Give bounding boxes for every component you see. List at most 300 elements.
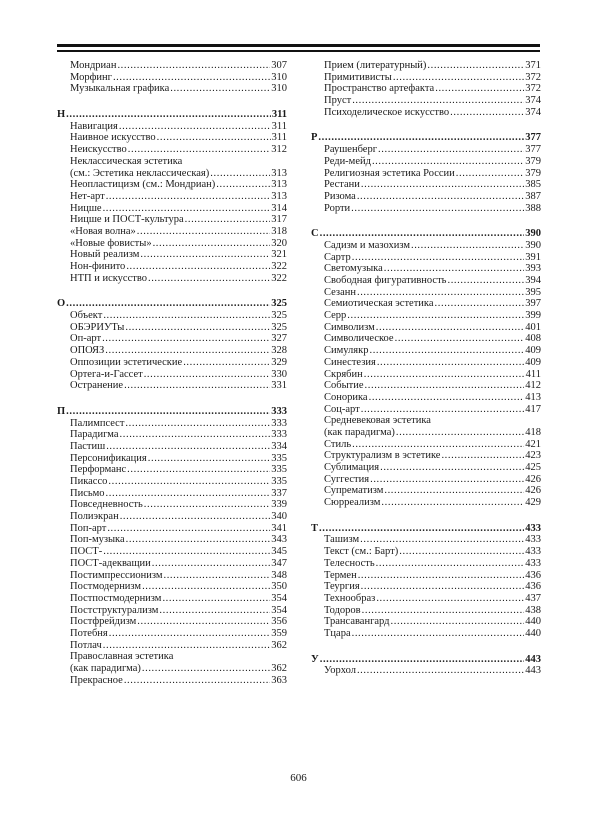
index-entry[interactable] bbox=[311, 107, 541, 119]
index-page-number: 350 bbox=[271, 581, 287, 593]
index-page-number: 385 bbox=[525, 179, 541, 191]
dot-leader bbox=[361, 179, 524, 191]
index-entry[interactable] bbox=[57, 168, 287, 180]
dot-leader bbox=[435, 298, 525, 310]
index-entry-label: Постфрейдизм bbox=[70, 616, 137, 628]
index-entry-label: Полиэкран bbox=[70, 511, 119, 523]
index-entry[interactable] bbox=[311, 628, 541, 640]
index-entry[interactable] bbox=[311, 534, 541, 546]
index-entry[interactable] bbox=[57, 616, 287, 628]
dot-leader bbox=[103, 203, 271, 215]
index-page-number: 362 bbox=[271, 639, 287, 651]
index-entry-label: Тцара bbox=[324, 627, 351, 639]
index-entry-label: Семиотическая эстетика bbox=[324, 298, 434, 310]
dot-leader bbox=[137, 226, 270, 238]
index-entry[interactable] bbox=[57, 441, 287, 453]
index-entry-label: Тодоров bbox=[324, 604, 361, 616]
index-entry-label: Соц-арт bbox=[324, 403, 360, 415]
index-page-number: 341 bbox=[271, 522, 287, 534]
index-entry[interactable] bbox=[311, 72, 541, 84]
index-page-number: 313 bbox=[271, 167, 287, 179]
section-letter: Т bbox=[311, 522, 319, 534]
index-page-number: 343 bbox=[271, 534, 287, 546]
index-page-number: 377 bbox=[525, 144, 541, 156]
dot-leader bbox=[380, 462, 524, 474]
index-entry-label: Символизм bbox=[324, 321, 375, 333]
index-entry-label: Событие bbox=[324, 380, 364, 392]
index-entry-label: ОБЭРИУТы bbox=[70, 321, 125, 333]
index-page-number: 325 bbox=[271, 310, 287, 322]
index-entry[interactable] bbox=[311, 168, 541, 180]
dot-leader bbox=[393, 72, 524, 84]
index-entry[interactable] bbox=[57, 628, 287, 640]
section-heading[interactable] bbox=[311, 228, 541, 240]
dot-leader bbox=[381, 497, 524, 509]
index-entry[interactable] bbox=[311, 415, 541, 427]
index-page-number: 313 bbox=[271, 190, 287, 202]
dot-leader bbox=[378, 144, 524, 156]
index-page-number: 429 bbox=[525, 497, 541, 509]
index-entry-label: Сублимация bbox=[324, 462, 380, 473]
dot-leader bbox=[125, 418, 270, 430]
index-page-number: 418 bbox=[525, 426, 541, 438]
dot-leader bbox=[365, 380, 525, 392]
index-entry[interactable] bbox=[311, 605, 541, 617]
section-letter: У bbox=[311, 653, 319, 665]
index-entry-label: (как парадигма) bbox=[324, 426, 395, 438]
index-entry-label: Светомузыка bbox=[324, 263, 383, 275]
index-entry-label: Телесность bbox=[324, 557, 375, 569]
index-entry-label: Оп-арт bbox=[70, 333, 102, 345]
index-entry[interactable] bbox=[57, 357, 287, 369]
dot-leader bbox=[163, 570, 270, 582]
index-entry[interactable] bbox=[57, 546, 287, 558]
index-page-number: 393 bbox=[525, 263, 541, 275]
index-page-number: 433 bbox=[525, 557, 541, 569]
section-heading[interactable] bbox=[311, 523, 541, 535]
dot-leader bbox=[376, 593, 524, 605]
dot-leader bbox=[108, 476, 270, 488]
section-heading[interactable] bbox=[57, 406, 287, 418]
index-entry[interactable] bbox=[311, 485, 541, 497]
index-page-number: 437 bbox=[525, 592, 541, 604]
index-entry[interactable] bbox=[311, 497, 541, 509]
dot-leader bbox=[352, 439, 524, 451]
index-entry[interactable] bbox=[311, 593, 541, 605]
index-entry-label: Палимпсест bbox=[70, 417, 125, 429]
index-entry-label: Суггестия bbox=[324, 473, 370, 485]
index-entry[interactable] bbox=[57, 558, 287, 570]
dot-leader bbox=[153, 238, 271, 250]
index-entry[interactable] bbox=[57, 333, 287, 345]
index-entry[interactable] bbox=[57, 60, 287, 72]
section-gap bbox=[57, 392, 287, 406]
index-entry[interactable] bbox=[311, 665, 541, 677]
index-entry-label: Поп-арт bbox=[70, 522, 107, 534]
index-entry[interactable] bbox=[57, 605, 287, 617]
dot-leader bbox=[396, 427, 524, 439]
index-entry-label: Сартр bbox=[324, 251, 351, 263]
index-page-number: 438 bbox=[525, 604, 541, 616]
index-page-number: 377 bbox=[525, 132, 541, 144]
index-entry[interactable] bbox=[57, 488, 287, 500]
index-entry-label: ПОСТ- bbox=[70, 546, 103, 558]
index-entry[interactable] bbox=[57, 593, 287, 605]
dot-leader bbox=[377, 357, 524, 369]
index-entry[interactable] bbox=[57, 464, 287, 476]
dot-leader bbox=[159, 605, 270, 617]
index-entry[interactable] bbox=[57, 322, 287, 334]
index-entry[interactable] bbox=[311, 380, 541, 392]
dot-leader bbox=[117, 60, 270, 72]
dot-leader bbox=[362, 605, 525, 617]
index-page-number: 333 bbox=[271, 405, 287, 417]
index-entry-label: Объект bbox=[70, 310, 103, 322]
index-entry[interactable] bbox=[311, 156, 541, 168]
index-entry[interactable] bbox=[57, 132, 287, 144]
index-page-number: 387 bbox=[525, 190, 541, 202]
index-entry-label: Структурализм в эстетике bbox=[324, 450, 441, 462]
index-entry-label: Повседневность bbox=[70, 499, 143, 511]
dot-leader bbox=[352, 628, 525, 640]
dot-leader bbox=[358, 570, 525, 582]
index-page-number: 401 bbox=[525, 321, 541, 333]
section-gap bbox=[57, 284, 287, 298]
dot-leader bbox=[427, 60, 524, 72]
index-entry[interactable] bbox=[57, 72, 287, 84]
index-entry[interactable] bbox=[57, 675, 287, 687]
index-entry-label: Поп-музыка bbox=[70, 534, 125, 546]
index-page-number: 394 bbox=[525, 275, 541, 286]
index-entry[interactable] bbox=[57, 369, 287, 381]
dot-leader bbox=[66, 406, 270, 418]
index-page-number: 390 bbox=[525, 228, 541, 240]
index-page-number: 356 bbox=[271, 616, 287, 628]
index-page-number: 397 bbox=[525, 298, 541, 310]
dot-leader bbox=[450, 107, 524, 119]
index-entry[interactable] bbox=[311, 83, 541, 95]
index-entry-label: Трансавангард bbox=[324, 616, 390, 628]
index-entry[interactable] bbox=[311, 570, 541, 582]
index-page-number: 425 bbox=[525, 462, 541, 473]
dot-leader bbox=[372, 156, 524, 168]
dot-leader bbox=[105, 345, 270, 357]
index-entry[interactable] bbox=[57, 261, 287, 273]
index-entry[interactable] bbox=[57, 203, 287, 215]
index-entry[interactable] bbox=[311, 558, 541, 570]
index-entry-label: НТП и искусство bbox=[70, 272, 147, 284]
index-entry[interactable] bbox=[57, 345, 287, 357]
dot-leader bbox=[360, 534, 524, 546]
index-page-number: 409 bbox=[525, 356, 541, 368]
index-entry[interactable] bbox=[57, 418, 287, 430]
section-letter: О bbox=[57, 298, 66, 310]
index-page-number: 372 bbox=[525, 71, 541, 83]
dot-leader bbox=[411, 240, 524, 252]
index-page-number: 330 bbox=[271, 368, 287, 380]
index-entry-label: Симулякр bbox=[324, 345, 369, 357]
index-entry-label: Синестезия bbox=[324, 356, 376, 368]
index-entry[interactable] bbox=[57, 570, 287, 582]
index-page-number: 325 bbox=[271, 321, 287, 333]
index-entry-label: Неклассическая эстетика bbox=[70, 155, 183, 167]
index-page-number: 311 bbox=[271, 120, 287, 132]
index-entry[interactable] bbox=[311, 298, 541, 310]
index-entry-label: Постпостмодернизм bbox=[70, 592, 162, 604]
index-entry[interactable] bbox=[311, 450, 541, 462]
index-entry[interactable] bbox=[57, 121, 287, 133]
index-entry[interactable] bbox=[57, 191, 287, 203]
index-entry-label: Нет-арт bbox=[70, 190, 105, 202]
index-entry[interactable] bbox=[311, 203, 541, 215]
dot-leader bbox=[384, 263, 524, 275]
index-entry[interactable] bbox=[311, 240, 541, 252]
dot-leader bbox=[109, 628, 271, 640]
dot-leader bbox=[106, 488, 271, 500]
index-entry[interactable] bbox=[311, 427, 541, 439]
index-entry[interactable] bbox=[311, 357, 541, 369]
index-page-number: 423 bbox=[525, 450, 541, 462]
index-page-number: 335 bbox=[271, 476, 287, 487]
dot-leader bbox=[185, 214, 271, 226]
index-entry-label: Супрематизм bbox=[324, 485, 384, 497]
index-entry[interactable] bbox=[57, 226, 287, 238]
index-entry-label: Текст (см.: Барт) bbox=[324, 546, 399, 558]
dot-leader bbox=[319, 523, 524, 535]
index-entry[interactable] bbox=[57, 523, 287, 535]
index-entry[interactable] bbox=[311, 322, 541, 334]
dot-leader bbox=[124, 380, 270, 392]
index-entry-label: Скрябин bbox=[324, 368, 363, 380]
dot-leader bbox=[456, 168, 524, 180]
dot-leader bbox=[103, 546, 270, 558]
dot-leader bbox=[103, 640, 270, 652]
index-entry[interactable] bbox=[311, 95, 541, 107]
index-entry-label: Средневековая эстетика bbox=[324, 415, 431, 427]
index-entry-label: Прекрасное bbox=[70, 674, 123, 686]
index-entry-label: Постмодернизм bbox=[70, 581, 142, 593]
dot-leader bbox=[125, 322, 270, 334]
index-page-number: 354 bbox=[271, 604, 287, 616]
index-entry-label: Наивное искусство bbox=[70, 132, 156, 144]
index-page-number: 421 bbox=[525, 438, 541, 450]
index-entry[interactable] bbox=[311, 252, 541, 264]
index-entry[interactable] bbox=[57, 214, 287, 226]
index-entry[interactable] bbox=[311, 404, 541, 416]
section-heading[interactable] bbox=[311, 654, 541, 666]
index-entry[interactable] bbox=[311, 439, 541, 451]
dot-leader bbox=[103, 310, 270, 322]
section-heading[interactable] bbox=[57, 298, 287, 310]
index-page-number: 391 bbox=[525, 251, 541, 263]
index-entry[interactable] bbox=[57, 310, 287, 322]
dot-leader bbox=[352, 95, 524, 107]
index-entry[interactable] bbox=[311, 179, 541, 191]
index-page-number: 436 bbox=[525, 581, 541, 593]
dot-leader bbox=[66, 109, 271, 121]
index-entry[interactable] bbox=[57, 499, 287, 511]
index-page-number: 440 bbox=[525, 616, 541, 628]
index-entry[interactable] bbox=[57, 534, 287, 546]
index-entry[interactable] bbox=[311, 144, 541, 156]
index-entry-label: Пространство артефакта bbox=[324, 83, 435, 95]
index-entry-label: Теургия bbox=[324, 581, 360, 593]
index-entry-label: Сезанн bbox=[324, 286, 356, 298]
index-page-number: 335 bbox=[271, 464, 287, 476]
dot-leader bbox=[113, 72, 270, 84]
index-entry-label: Религиозная эстетика России bbox=[324, 167, 455, 179]
index-page-number: 333 bbox=[271, 429, 287, 441]
dot-leader bbox=[106, 191, 271, 203]
index-page-number: 354 bbox=[271, 592, 287, 604]
index-page-number: 436 bbox=[525, 569, 541, 581]
index-entry-label: Оппозиции эстетические bbox=[70, 356, 183, 368]
index-page-number: 337 bbox=[271, 487, 287, 499]
index-entry-label: Персонификация bbox=[70, 452, 147, 464]
dot-leader bbox=[106, 441, 270, 453]
index-page-number: 333 bbox=[271, 417, 287, 429]
index-entry-label: Ортега-и-Гассет bbox=[70, 368, 143, 380]
index-entry[interactable] bbox=[311, 392, 541, 404]
index-entry[interactable] bbox=[311, 474, 541, 486]
dot-leader bbox=[369, 392, 525, 404]
index-entry[interactable] bbox=[311, 310, 541, 322]
index-entry[interactable] bbox=[311, 462, 541, 474]
index-entry-label: Сюрреализм bbox=[324, 497, 381, 509]
index-entry-label: Пруст bbox=[324, 95, 352, 107]
dot-leader bbox=[384, 485, 524, 497]
index-page-number: 390 bbox=[525, 239, 541, 251]
index-entry-label: Раушенберг bbox=[324, 144, 378, 156]
index-entry-label: Перформанс bbox=[70, 464, 127, 476]
index-entry[interactable] bbox=[57, 663, 287, 675]
dot-leader bbox=[119, 121, 271, 133]
dot-leader bbox=[128, 144, 270, 156]
section-gap bbox=[311, 118, 541, 132]
index-entry[interactable] bbox=[57, 83, 287, 95]
index-entry[interactable] bbox=[57, 429, 287, 441]
index-page-number: 313 bbox=[271, 179, 287, 191]
index-entry[interactable] bbox=[57, 144, 287, 156]
section-gap bbox=[311, 640, 541, 654]
index-entry-label: (см.: Эстетика неклассическая) bbox=[70, 167, 210, 179]
index-page-number: 335 bbox=[271, 452, 287, 464]
index-page-number: 363 bbox=[271, 674, 287, 686]
index-entry[interactable] bbox=[57, 380, 287, 392]
index-entry-label: Прием (литературный) bbox=[324, 60, 427, 71]
index-entry-label: Стиль bbox=[324, 438, 352, 450]
index-page-number: 372 bbox=[525, 83, 541, 95]
index-entry-label: Ницше bbox=[70, 202, 102, 214]
index-page-number: 317 bbox=[271, 214, 287, 226]
index-entry[interactable] bbox=[57, 249, 287, 261]
section-letter: Н bbox=[57, 109, 66, 121]
section-heading[interactable] bbox=[311, 132, 541, 144]
index-page-number: 340 bbox=[271, 511, 287, 523]
index-entry-label: Остранение bbox=[70, 380, 124, 392]
section-letter: П bbox=[57, 405, 66, 417]
index-entry[interactable] bbox=[311, 263, 541, 275]
dot-leader bbox=[126, 261, 270, 273]
index-column-left bbox=[57, 60, 287, 686]
index-entry-label: Серр bbox=[324, 310, 347, 322]
index-entry[interactable] bbox=[57, 238, 287, 250]
index-page-number: 307 bbox=[271, 60, 287, 71]
index-entry-label: Пикассо bbox=[70, 476, 108, 487]
index-entry-label: ОПОЯЗ bbox=[70, 345, 105, 357]
index-entry-label: Ницше и ПОСТ-культура bbox=[70, 214, 184, 226]
dot-leader bbox=[399, 546, 524, 558]
index-entry[interactable] bbox=[311, 345, 541, 357]
index-entry[interactable] bbox=[311, 546, 541, 558]
index-entry[interactable] bbox=[57, 640, 287, 652]
index-entry-label: ПОСТ-адекващии bbox=[70, 557, 151, 569]
top-rule-thin bbox=[57, 50, 540, 52]
index-entry-label: Музыкальная графика bbox=[70, 83, 170, 95]
index-entry-label: Примитивисты bbox=[324, 71, 392, 83]
index-entry[interactable] bbox=[311, 369, 541, 381]
index-entry-label: Новый реализм bbox=[70, 249, 140, 261]
index-entry[interactable] bbox=[311, 60, 541, 72]
index-entry-label: Уорхол bbox=[324, 665, 356, 677]
dot-leader bbox=[183, 357, 270, 369]
index-entry[interactable] bbox=[57, 651, 287, 663]
index-entry-label: Потлач bbox=[70, 639, 102, 651]
index-entry[interactable] bbox=[311, 287, 541, 299]
dot-leader bbox=[364, 369, 525, 381]
index-entry[interactable] bbox=[57, 511, 287, 523]
dot-leader bbox=[370, 474, 524, 486]
index-entry[interactable] bbox=[57, 156, 287, 168]
index-page-number: 320 bbox=[271, 237, 287, 249]
index-entry[interactable] bbox=[57, 273, 287, 285]
index-page-number: 318 bbox=[271, 225, 287, 237]
dot-leader bbox=[107, 523, 270, 535]
dot-leader bbox=[376, 558, 525, 570]
index-entry[interactable] bbox=[311, 275, 541, 287]
index-entry-label: Пастиш bbox=[70, 440, 106, 452]
index-entry[interactable] bbox=[57, 179, 287, 191]
section-heading[interactable] bbox=[57, 109, 287, 121]
index-entry[interactable] bbox=[57, 581, 287, 593]
dot-leader bbox=[376, 322, 524, 334]
index-entry[interactable] bbox=[311, 191, 541, 203]
index-page-number: 443 bbox=[525, 653, 541, 665]
index-entry-label: Технообраз bbox=[324, 592, 376, 604]
index-entry[interactable] bbox=[311, 616, 541, 628]
index-entry-label: Нон-финито bbox=[70, 261, 126, 272]
dot-leader bbox=[144, 499, 270, 511]
index-entry-label: Термен bbox=[324, 569, 357, 581]
dot-leader bbox=[170, 83, 270, 95]
dot-leader bbox=[318, 132, 524, 144]
index-entry-label: Морфинг bbox=[70, 71, 112, 83]
index-page-number: 339 bbox=[271, 499, 287, 511]
dot-leader bbox=[140, 249, 270, 261]
index-entry[interactable] bbox=[57, 453, 287, 465]
index-page-number: 312 bbox=[271, 144, 287, 156]
dot-leader bbox=[126, 534, 271, 546]
index-page-number: 334 bbox=[271, 440, 287, 452]
dot-leader bbox=[347, 310, 524, 322]
index-page-number: 322 bbox=[271, 272, 287, 284]
index-entry[interactable] bbox=[311, 581, 541, 593]
index-entry[interactable] bbox=[57, 476, 287, 488]
dot-leader bbox=[361, 404, 525, 416]
index-entry-label: Мондриан bbox=[70, 60, 117, 71]
index-entry[interactable] bbox=[311, 333, 541, 345]
index-entry-label: Реди-мейд bbox=[324, 155, 371, 167]
